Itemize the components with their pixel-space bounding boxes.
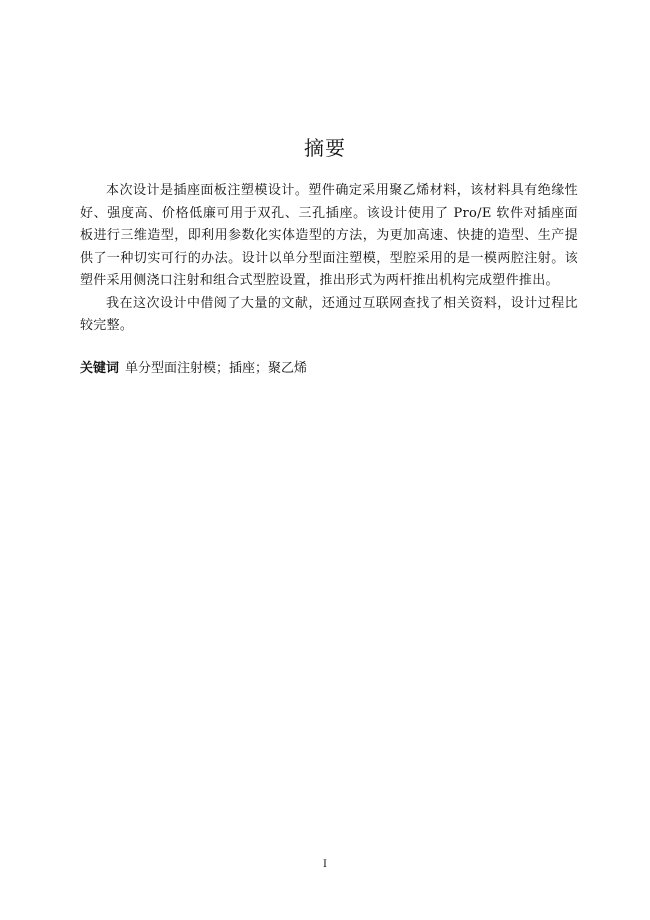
keywords-label: 关键词 <box>80 361 120 376</box>
page-number: I <box>323 859 327 870</box>
abstract-body <box>80 180 578 338</box>
keywords-line <box>80 359 578 379</box>
abstract-paragraph-2: 我在这次设计中借阅了大量的文献，还通过互联网查找了相关资料，设计过程比较完整。 <box>80 295 578 333</box>
keywords-text: 单分型面注射模；插座；聚乙烯 <box>125 361 308 376</box>
abstract-title: 摘要 <box>304 136 346 160</box>
abstract-paragraph-1: 本次设计是插座面板注塑模设计。塑件确定采用聚乙烯材料，该材料具有绝缘性好、强度高、价格低廉可用于双孔、三孔插座。该设计使用了 Pro/E 软件对插座面板进行三维造型，即利用参数化实体造型的方法，为更加高速、快捷的造型、生产提供了一种切实可行的办法。设计以单分型面注塑模，型腔采用的是一模两腔注射。该塑件采用侧浇口注射和组合式型腔设置，推出形式为两杆推出机构完成塑件推出。 <box>80 183 578 288</box>
